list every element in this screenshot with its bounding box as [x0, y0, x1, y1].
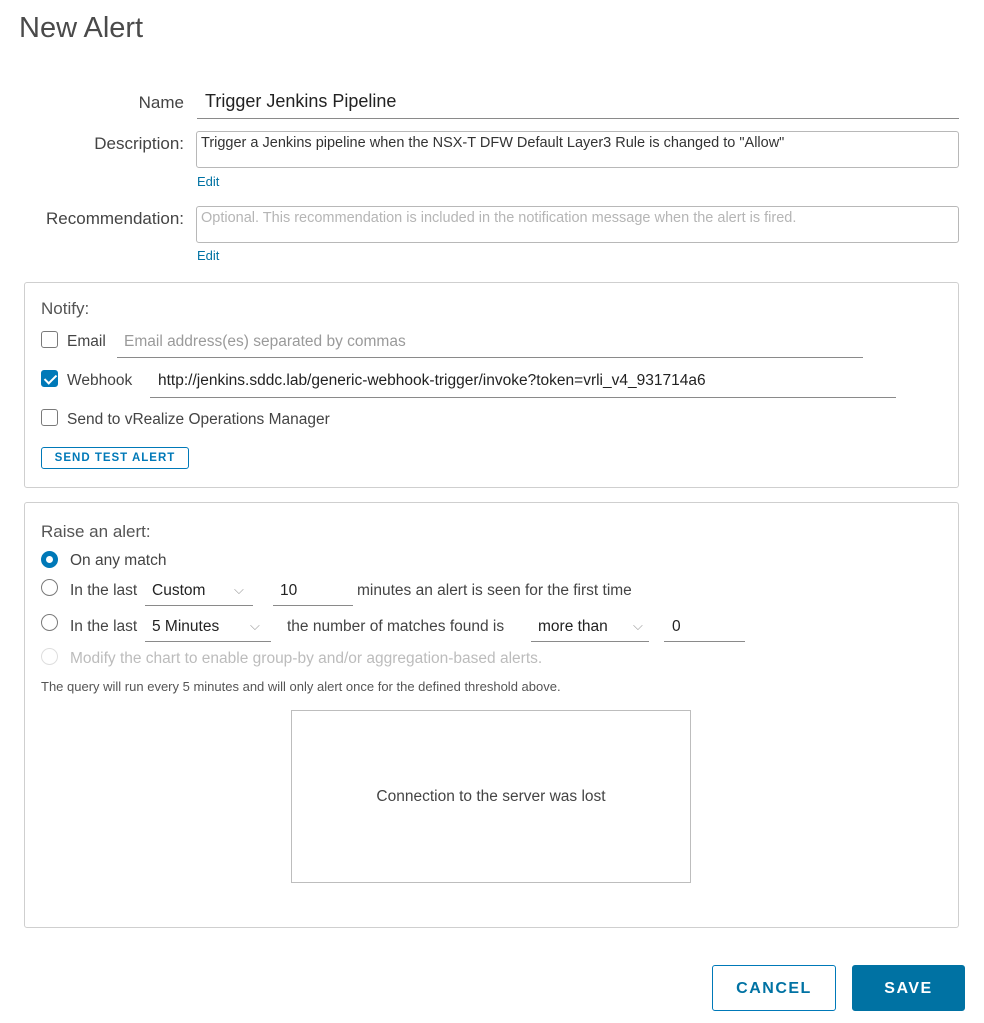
chevron-down-icon: ⌵	[250, 618, 260, 633]
groupby-disabled-label: Modify the chart to enable group-by and/or aggregation-based alerts.	[70, 650, 543, 667]
name-input[interactable]: Trigger Jenkins Pipeline	[205, 91, 397, 111]
radio-match-count[interactable]	[41, 614, 58, 631]
vrops-label: Send to vRealize Operations Manager	[67, 411, 330, 428]
in-the-last-label: In the last	[70, 582, 138, 599]
threshold-input[interactable]: 0	[672, 618, 681, 635]
recommendation-edit-link[interactable]: Edit	[197, 248, 220, 263]
comparison-select-underline	[531, 641, 649, 642]
in-the-last-label-2: In the last	[70, 618, 138, 635]
on-any-match-label: On any match	[70, 552, 167, 569]
send-test-alert-button[interactable]: SEND TEST ALERT	[41, 447, 189, 469]
webhook-checkbox[interactable]	[41, 370, 58, 387]
email-input-underline	[117, 357, 863, 358]
name-label: Name	[138, 93, 184, 112]
webhook-input-underline	[150, 397, 896, 398]
vrops-checkbox[interactable]	[41, 409, 58, 426]
threshold-underline	[664, 641, 745, 642]
recommendation-label: Recommendation:	[46, 209, 184, 228]
radio-custom-window[interactable]	[41, 579, 58, 596]
name-input-underline	[197, 118, 959, 119]
save-button[interactable]: SAVE	[852, 965, 965, 1011]
page-title: New Alert	[19, 12, 144, 44]
notify-title: Notify:	[41, 299, 90, 318]
webhook-url-input[interactable]: http://jenkins.sddc.lab/generic-webhook-trigger/invoke?token=vrli_v4_931714a6	[158, 372, 706, 389]
description-edit-link[interactable]: Edit	[197, 174, 220, 189]
raise-alert-title: Raise an alert:	[41, 522, 151, 541]
matches-label: the number of matches found is	[287, 618, 505, 635]
chevron-down-icon: ⌵	[633, 618, 643, 633]
recommendation-textarea[interactable]: Optional. This recommendation is included in the notification message when the alert is fired.	[196, 206, 959, 243]
query-note: The query will run every 5 minutes and will only alert once for the defined threshold above.	[41, 679, 561, 694]
custom-select[interactable]: Custom	[152, 582, 206, 599]
chevron-down-icon: ⌵	[234, 582, 244, 597]
email-checkbox[interactable]	[41, 331, 58, 348]
chart-preview	[291, 710, 691, 883]
custom-minutes-input[interactable]: 10	[280, 582, 298, 599]
description-label: Description:	[94, 134, 184, 153]
webhook-label: Webhook	[67, 372, 133, 389]
custom-minutes-underline	[273, 605, 353, 606]
cancel-button[interactable]: CANCEL	[712, 965, 836, 1011]
radio-on-any-match[interactable]	[41, 551, 58, 568]
custom-select-underline	[145, 605, 253, 606]
window-select-underline	[145, 641, 271, 642]
email-input[interactable]: Email address(es) separated by commas	[124, 333, 406, 350]
window-select[interactable]: 5 Minutes	[152, 618, 220, 635]
email-label: Email	[67, 333, 106, 350]
connection-lost-message: Connection to the server was lost	[376, 787, 606, 805]
comparison-select[interactable]: more than	[538, 618, 608, 635]
custom-suffix-label: minutes an alert is seen for the first time	[357, 582, 632, 599]
radio-groupby-disabled	[41, 648, 58, 665]
description-textarea[interactable]: Trigger a Jenkins pipeline when the NSX-T DFW Default Layer3 Rule is changed to "Allow"	[196, 131, 959, 168]
